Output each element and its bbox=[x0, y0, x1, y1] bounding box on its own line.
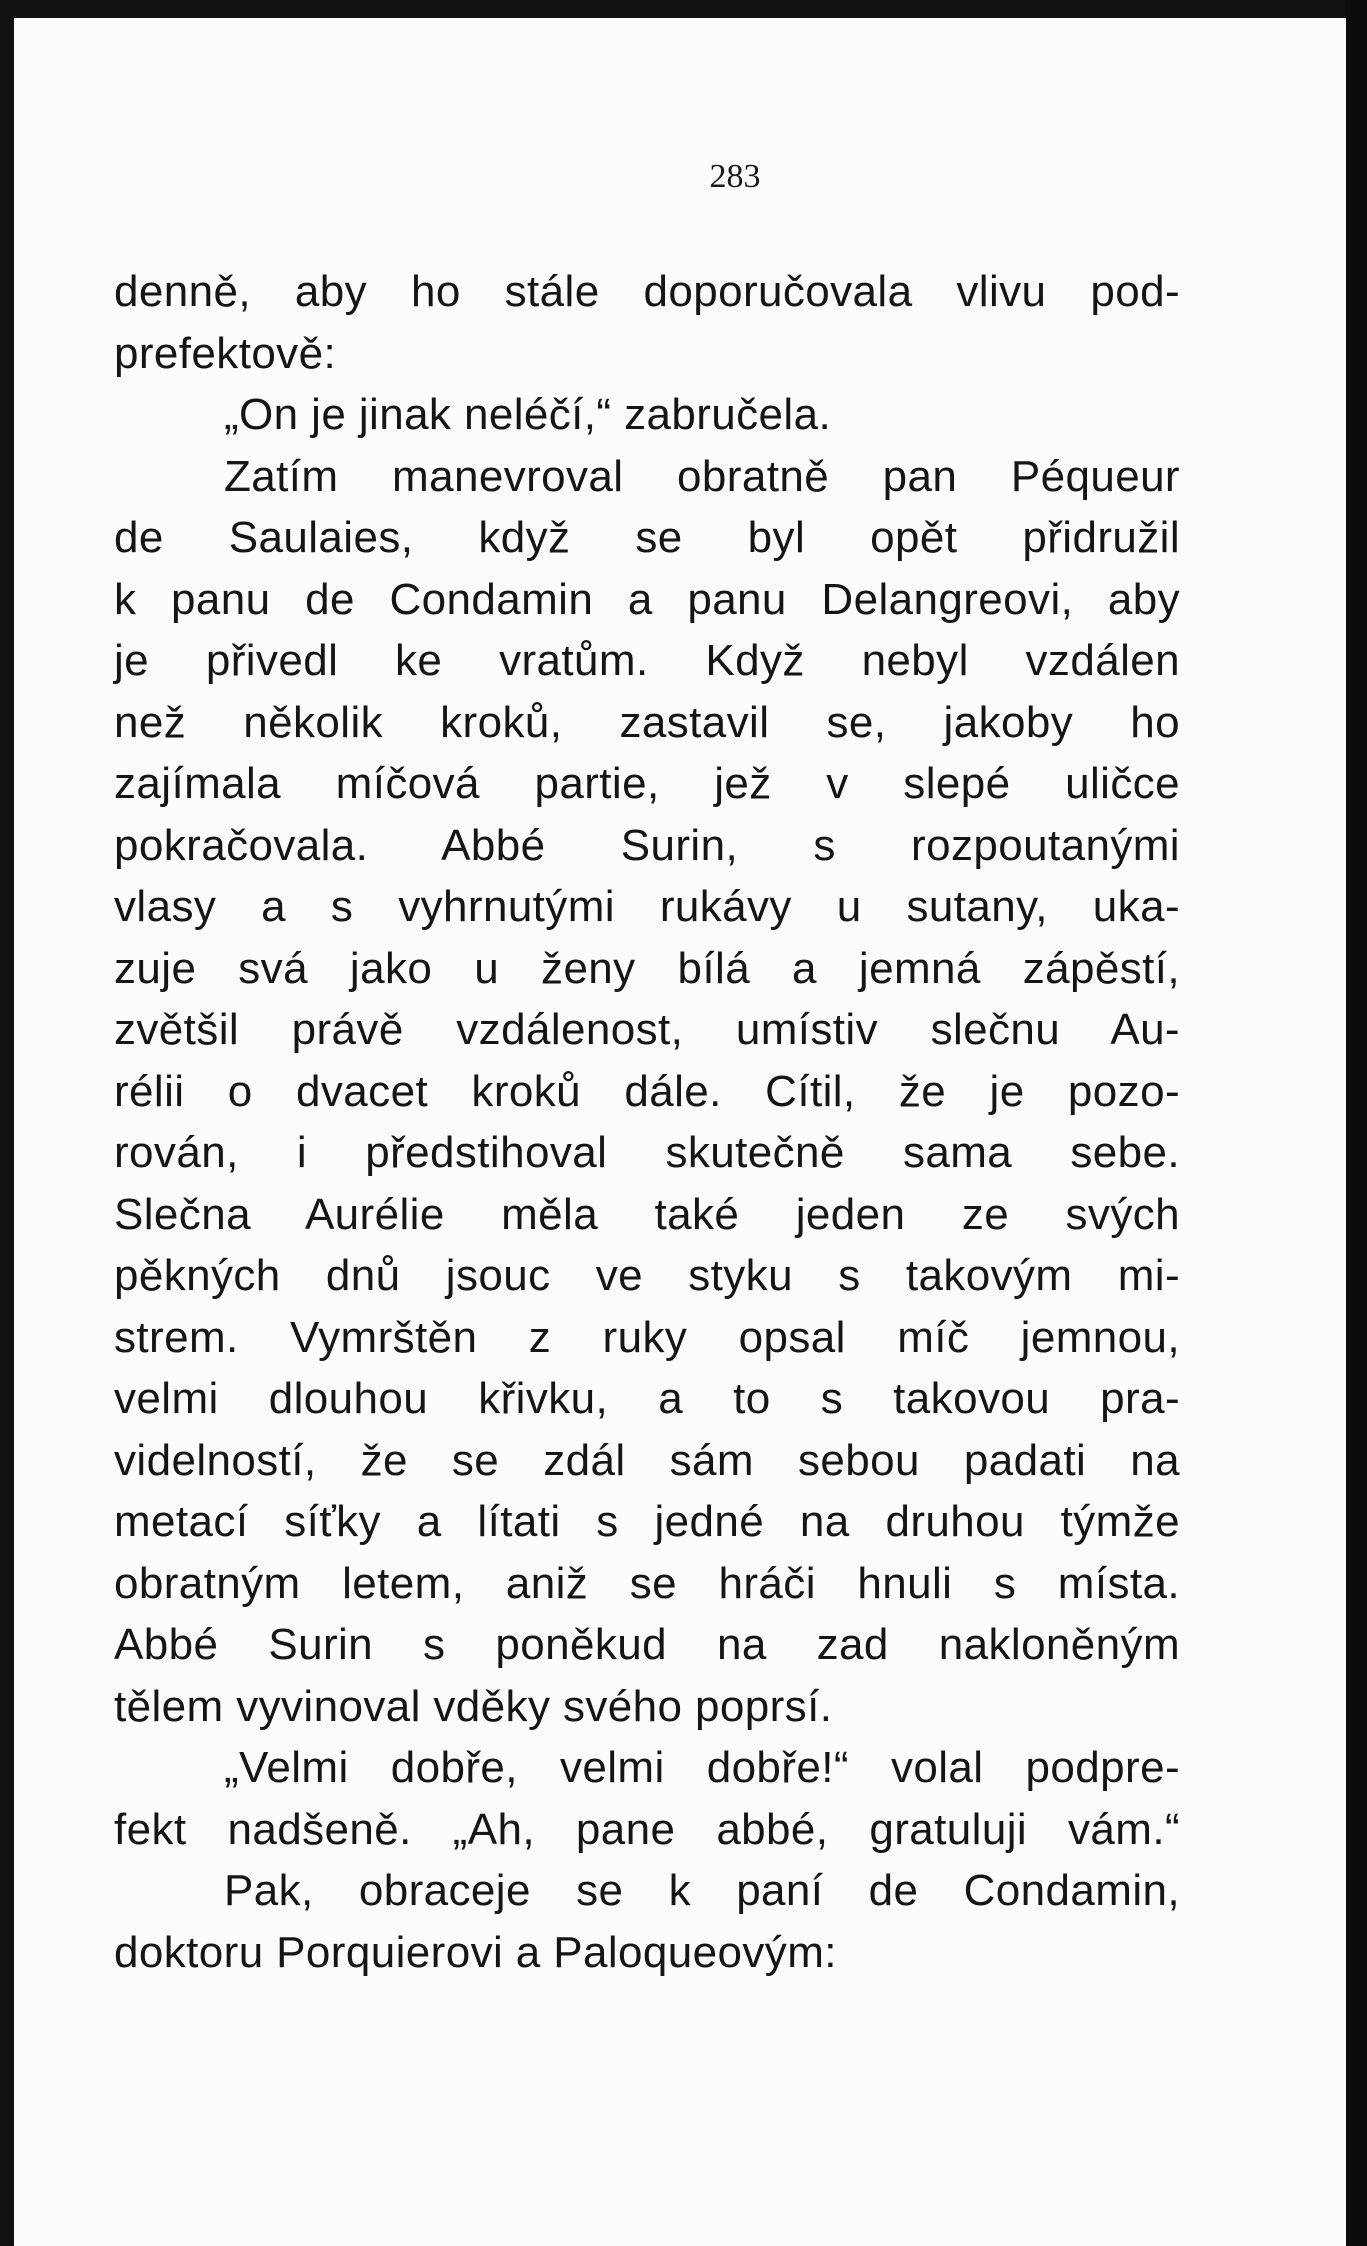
text-line: obratným letem, aniž se hráči hnuli s místa. bbox=[114, 1558, 1180, 1608]
text-line: zvětšil právě vzdálenost, umístiv slečnu Au- bbox=[114, 1005, 1180, 1054]
text-line: než několik kroků, zastavil se, jakoby ho bbox=[114, 697, 1180, 747]
text-line: k panu de Condamin a panu Delangreovi, aby bbox=[114, 574, 1180, 624]
body-text bbox=[114, 261, 1180, 1983]
book-page bbox=[14, 18, 1348, 2246]
text-line: velmi dlouhou křivku, a to s takovou pra- bbox=[114, 1374, 1180, 1423]
text-line: fekt nadšeně. „Ah, pane abbé, gratuluji vám.“ bbox=[114, 1804, 1180, 1854]
page-number: 283 bbox=[709, 158, 761, 195]
text-line: Abbé Surin s poněkud na zad nakloněným bbox=[114, 1620, 1180, 1669]
text-line: je přivedl ke vratům. Když nebyl vzdálen bbox=[114, 636, 1180, 685]
text-line: pěkných dnů jsouc ve styku s takovým mi- bbox=[114, 1251, 1180, 1300]
text-line: zuje svá jako u ženy bílá a jemná zápěstí, bbox=[114, 943, 1180, 993]
text-line: Zatím manevroval obratně pan Péqueur bbox=[224, 451, 1180, 501]
text-line: videlností, že se zdál sám sebou padati na bbox=[114, 1435, 1180, 1485]
text-line: Slečna Aurélie měla také jeden ze svých bbox=[114, 1189, 1180, 1239]
text-line: prefektově: bbox=[114, 328, 337, 378]
text-line: denně, aby ho stále doporučovala vlivu pod- bbox=[114, 267, 1180, 316]
text-line: „Velmi dobře, velmi dobře!“ volal podpre- bbox=[224, 1743, 1180, 1792]
text-line: tělem vyvinoval vděky svého poprsí. bbox=[114, 1681, 833, 1731]
text-line: pokračovala. Abbé Surin, s rozpoutanými bbox=[114, 820, 1180, 870]
text-line: „On je jinak neléčí,“ zabručela. bbox=[224, 390, 832, 439]
text-line: rován, i předstihoval skutečně sama sebe. bbox=[114, 1128, 1180, 1177]
scan-edge bbox=[1346, 0, 1367, 2246]
text-line: zajímala míčová partie, jež v slepé uličce bbox=[114, 759, 1180, 808]
text-line: strem. Vymrštěn z ruky opsal míč jemnou, bbox=[114, 1312, 1180, 1362]
text-line: de Saulaies, když se byl opět přidružil bbox=[114, 513, 1180, 562]
text-line: metací síťky a lítati s jedné na druhou týmže bbox=[114, 1497, 1180, 1546]
text-line: vlasy a s vyhrnutými rukávy u sutany, uka- bbox=[114, 882, 1180, 931]
text-line: rélii o dvacet kroků dále. Cítil, že je pozo- bbox=[114, 1066, 1180, 1116]
text-line: doktoru Porquierovi a Paloqueovým: bbox=[114, 1927, 837, 1977]
text-line: Pak, obraceje se k paní de Condamin, bbox=[224, 1866, 1180, 1915]
